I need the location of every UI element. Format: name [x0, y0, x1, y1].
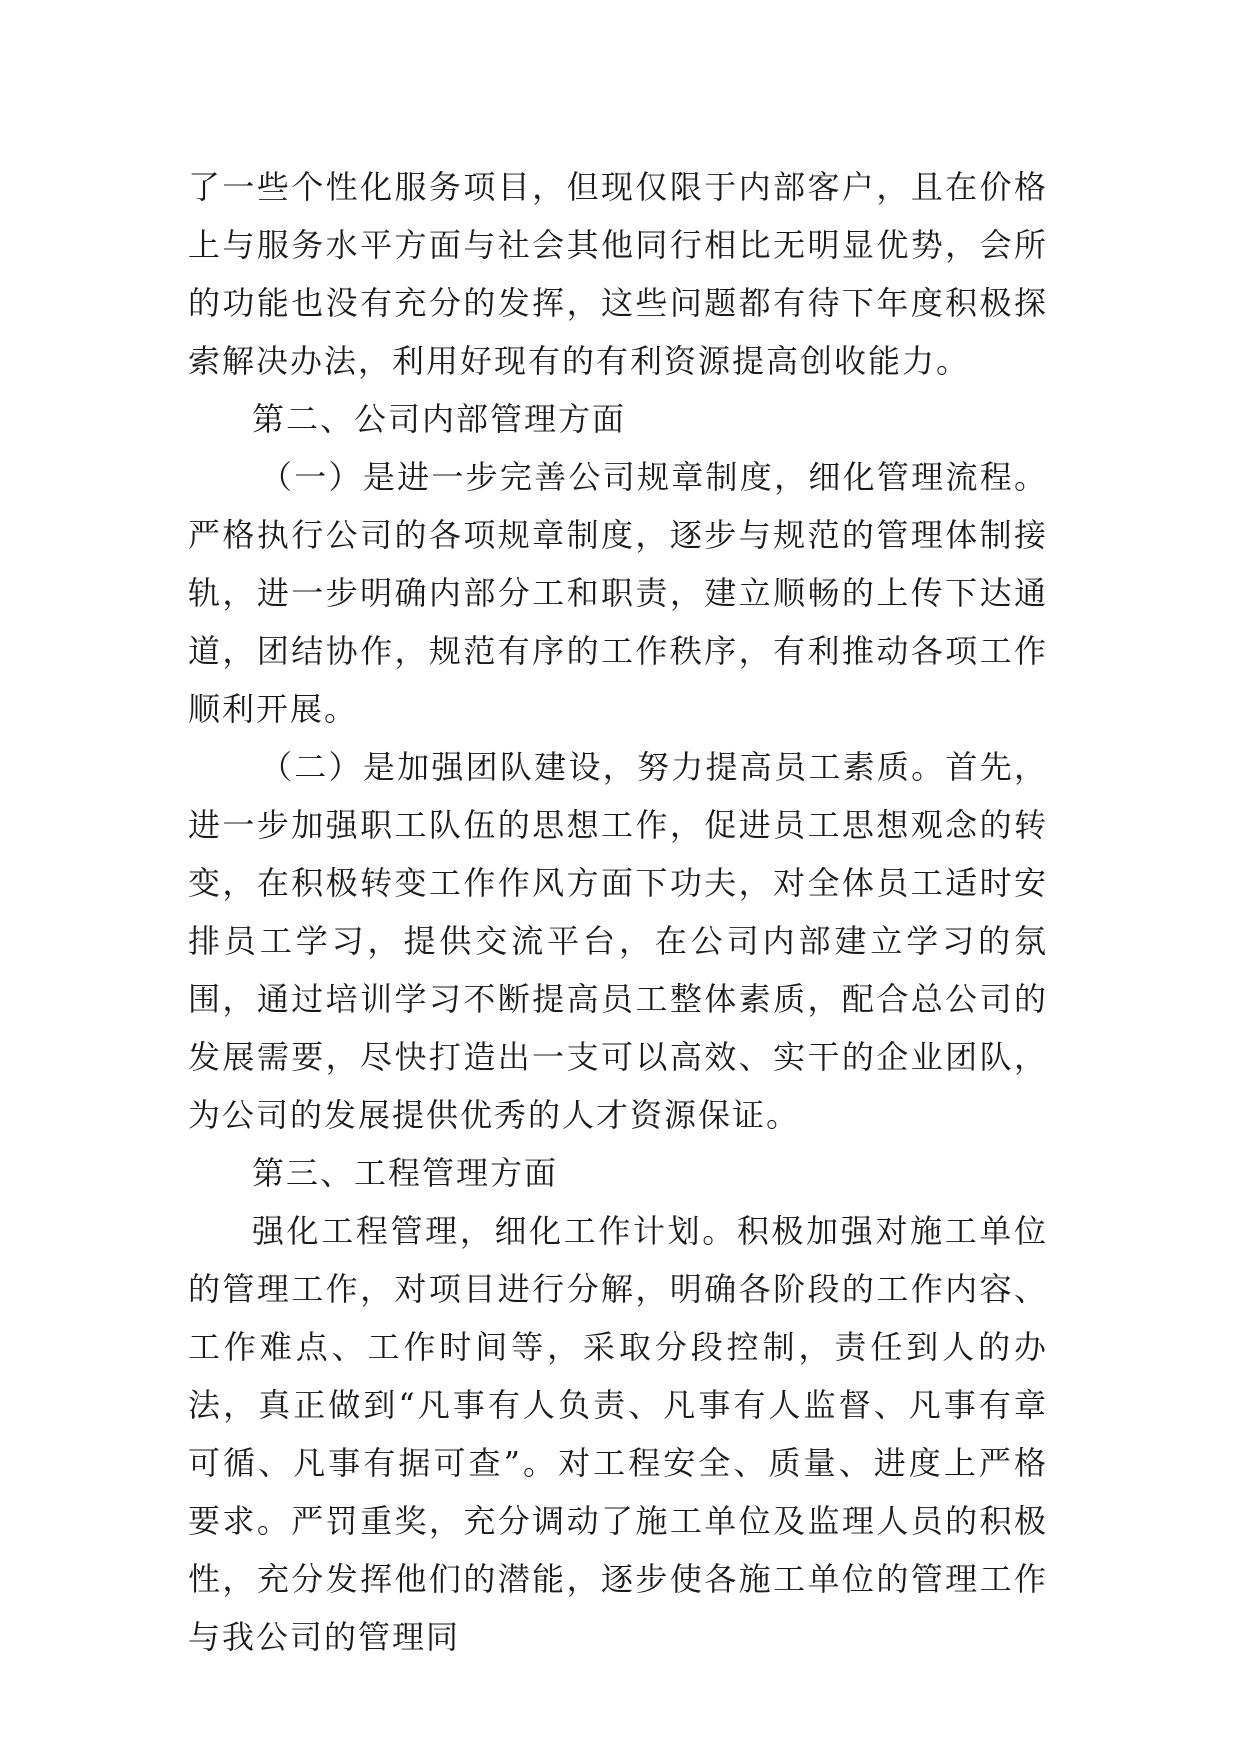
paragraph-team-building: （二）是加强团队建设，努力提高员工素质。首先，进一步加强职工队伍的思想工作，促进员工思想观念的转变，在积极转变工作作风方面下功夫，对全体员工适时安排员工学习，提供交流平台，在公司内部建立学习的氛围，通过培训学习不断提高员工整体素质，配合总公司的发展需要，尽快打造出一支可以高效、实干的企业团队，为公司的发展提供优秀的人才资源保证。 — [188, 748, 1048, 1134]
paragraph-rules-and-processes: （一）是进一步完善公司规章制度，细化管理流程。严格执行公司的各项规章制度，逐步与规范的管理体制接轨，进一步明确内部分工和职责，建立顺畅的上传下达通道，团结协作，规范有序的工作秩序，有利推动各项工作顺利开展。 — [188, 458, 1048, 728]
paragraph-continuation: 了一些个性化服务项目，但现仅限于内部客户，且在价格上与服务水平方面与社会其他同行相比无明显优势，会所的功能也没有充分的发挥，这些问题都有待下年度积极探索解决办法，利用好现有的有利资源提高创收能力。 — [188, 168, 1048, 380]
document-body — [188, 158, 1048, 1666]
paragraph-engineering-management: 强化工程管理，细化工作计划。积极加强对施工单位的管理工作，对项目进行分解，明确各阶段的工作内容、工作难点、工作时间等，采取分段控制，责任到人的办法，真正做到“凡事有人负责、凡事有人监督、凡事有章可循、凡事有据可查”。对工程安全、质量、进度上严格要求。严罚重奖，充分调动了施工单位及监理人员的积极性，充分发挥他们的潜能，逐步使各施工单位的管理工作与我公司的管理同 — [188, 1212, 1048, 1656]
section-heading-engineering-management: 第三、工程管理方面 — [252, 1154, 559, 1192]
section-heading-internal-management: 第二、公司内部管理方面 — [252, 400, 627, 438]
